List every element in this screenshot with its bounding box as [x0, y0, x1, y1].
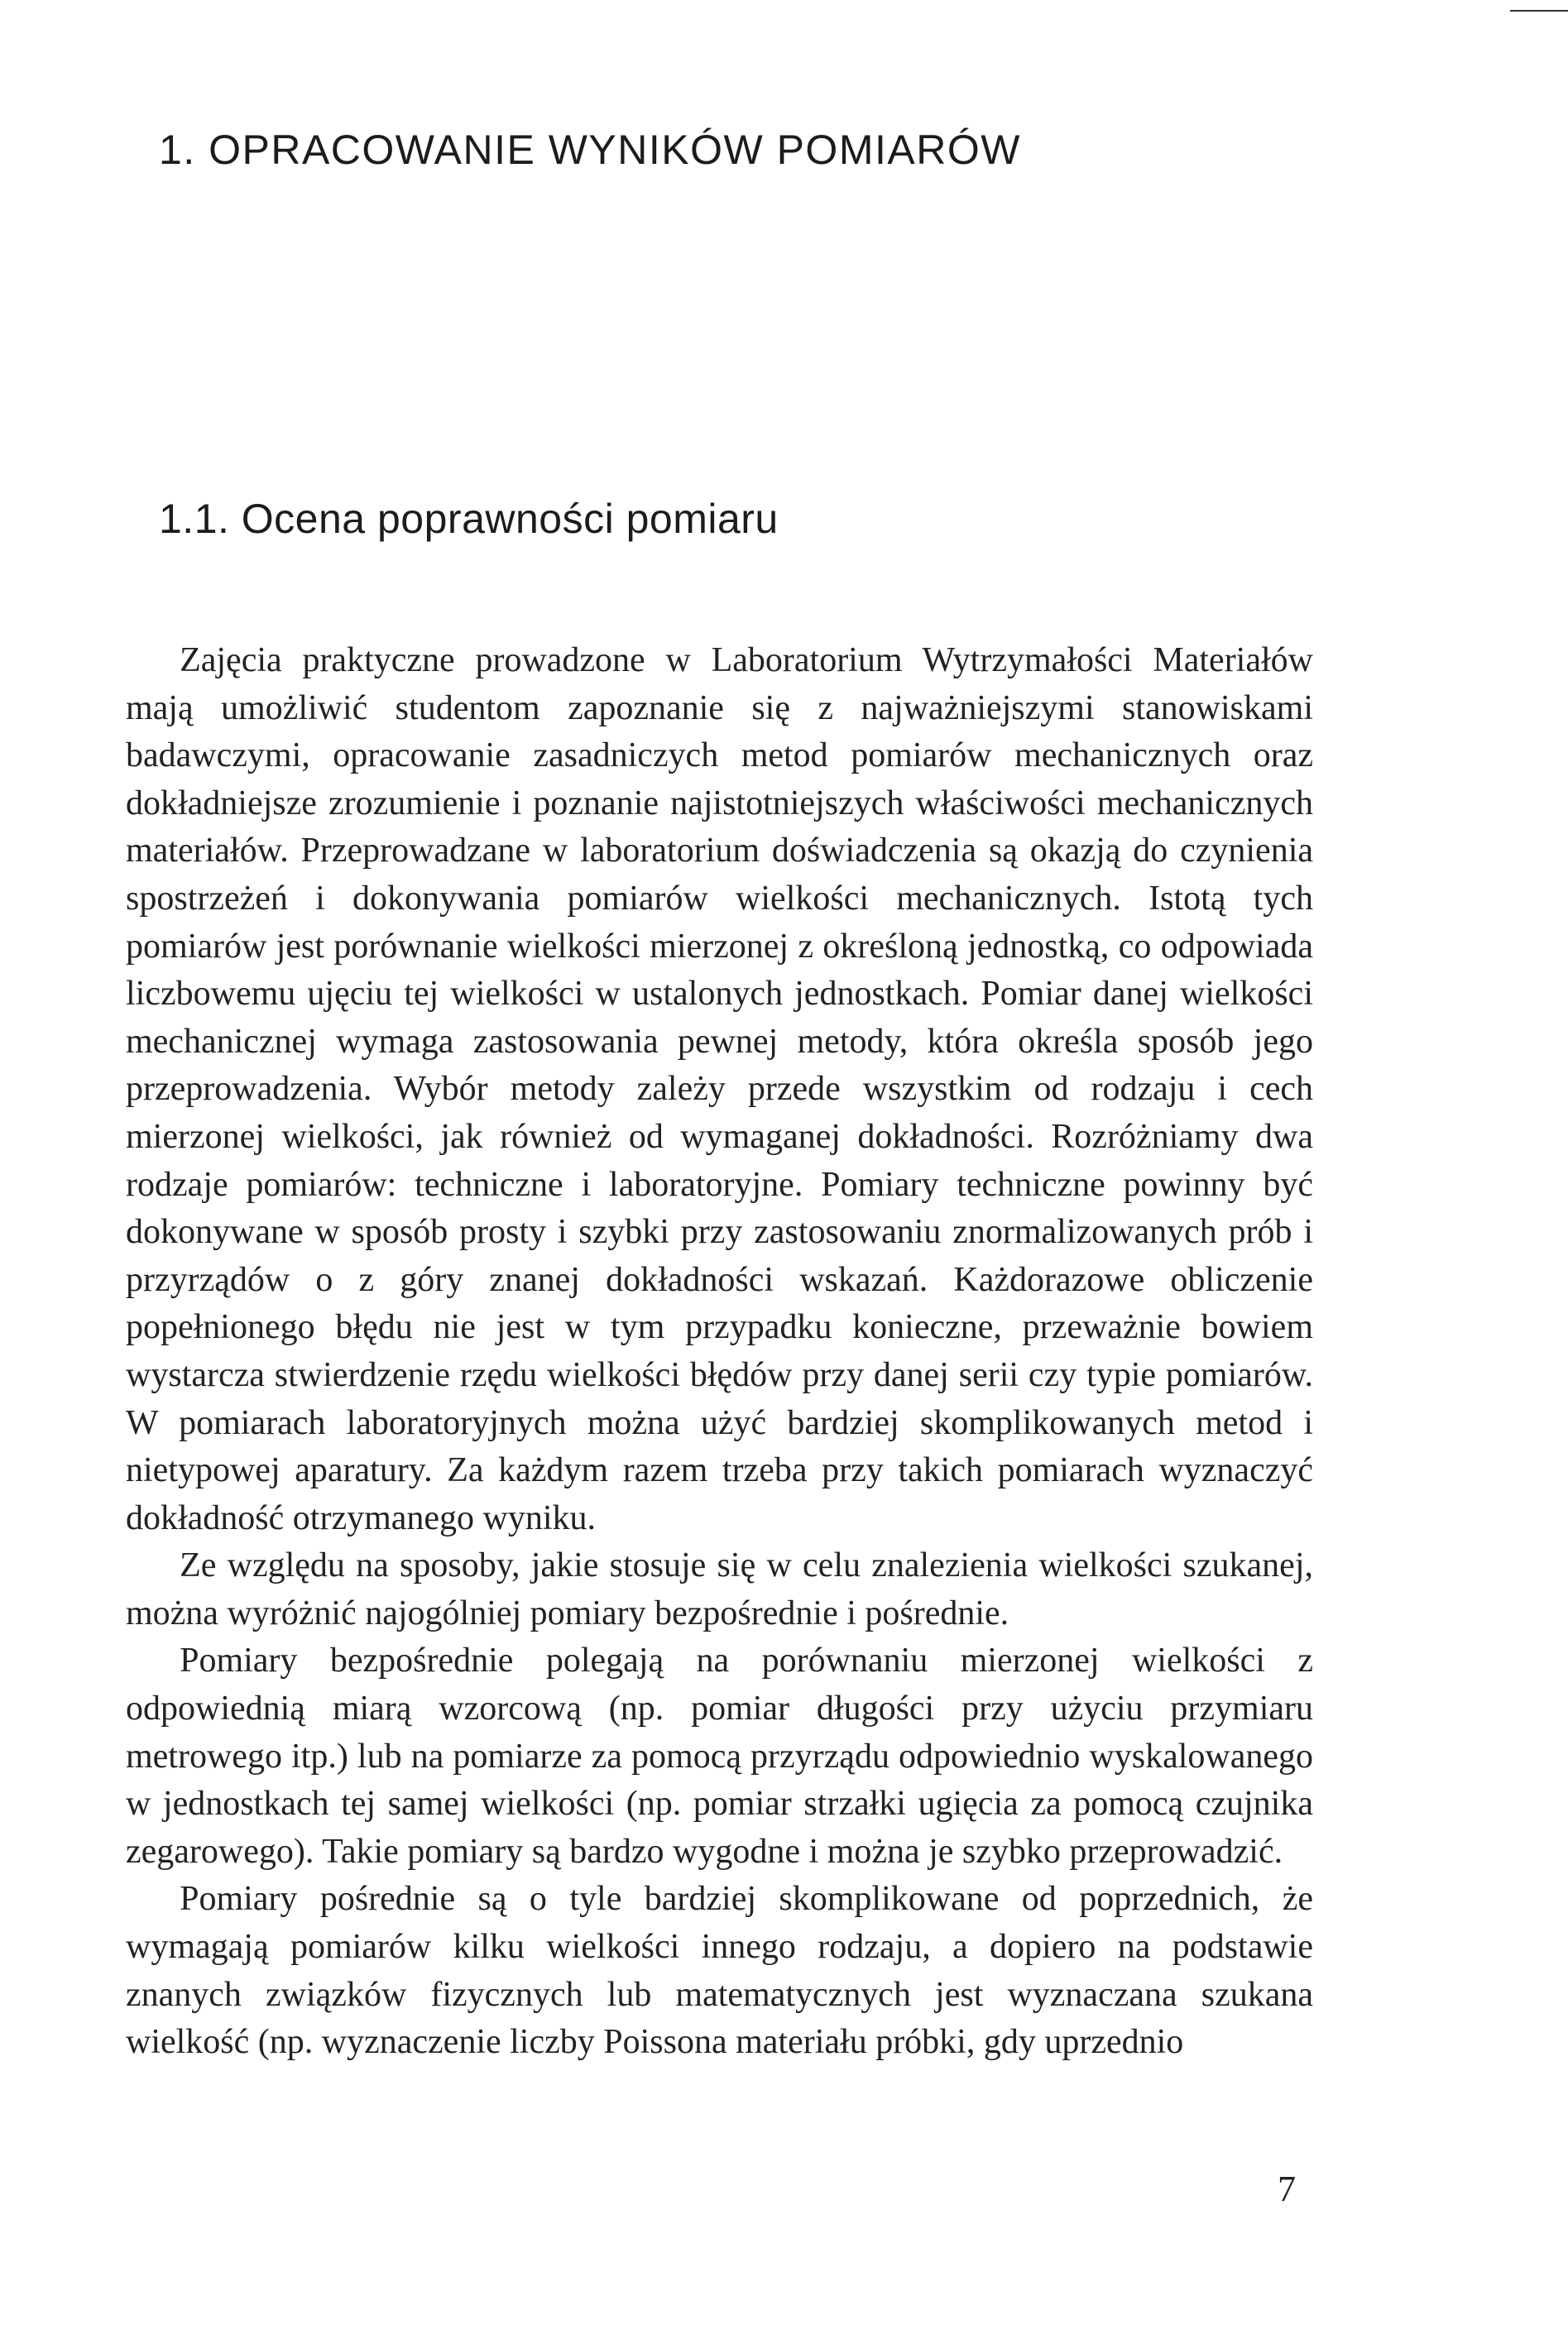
- chapter-title: 1. OPRACOWANIE WYNIKÓW POMIARÓW: [159, 127, 1021, 173]
- paragraph-1: Zajęcia praktyczne prowadzone w Laboratorium Wytrzymałości Materiałów mają umożliwić studentom zapoznanie się z najważniejszymi stanowiskami badawczymi, opracowanie zasadniczych metod pomiarów mechanicznych oraz dokładniejsze zrozumienie i poznanie najistotniejszych właściwości mechanicznych materiałów. Przeprowadzane w laboratorium doświadczenia są okazją do czynienia spostrzeżeń i dokonywania pomiarów wielkości mechanicznych. Istotą tych pomiarów jest porównanie wielkości mierzonej z określoną jednostką, co odpowiada liczbowemu ujęciu tej wielkości w ustalonych jednostkach. Pomiar danej wielkości mechanicznej wymaga zastosowania pewnej metody, która określa sposób jego przeprowadzenia. Wybór metody zależy przede wszystkim od rodzaju i cech mierzonej wielkości, jak również od wymaganej dokładności. Rozróżniamy dwa rodzaje pomiarów: techniczne i laboratoryjne. Pomiary techniczne powinny być dokonywane w sposób prosty i szybki przy zastosowaniu znormalizowanych prób i przyrządów o z góry znanej dokładności wskazań. Każdorazowe obliczenie popełnionego błędu nie jest w tym przypadku konieczne, przeważnie bowiem wystarcza stwierdzenie rzędu wielkości błędów przy danej serii czy typie pomiarów. W pomiarach laboratoryjnych można użyć bardziej skomplikowanych metod i nietypowej aparatury. Za każdym razem trzeba przy takich pomiarach wyznaczyć dokładność otrzymanego wyniku.: [126, 641, 1313, 1537]
- paragraph-3: Pomiary bezpośrednie polegają na porównaniu mierzonej wielkości z odpowiednią miarą wzorcową (np. pomiar długości przy użyciu przymiaru metrowego itp.) lub na pomiarze za pomocą przyrządu odpowiednio wyskalowanego w jednostkach tej samej wielkości (np. pomiar strzałki ugięcia za pomocą czujnika zegarowego). Takie pomiary są bardzo wygodne i można je szybko przeprowadzić.: [126, 1642, 1313, 1871]
- body-text: [126, 637, 1313, 2067]
- scan-edge-line: [1510, 10, 1568, 12]
- page-number: 7: [1278, 2169, 1296, 2209]
- paragraph-4: Pomiary pośrednie są o tyle bardziej skomplikowane od poprzednich, że wymagają pomiarów kilku wielkości innego rodzaju, a dopiero na podstawie znanych związków fizycznych lub matematycznych jest wyznaczana szukana wielkość (np. wyznaczenie liczby Poissona materiału próbki, gdy uprzednio: [126, 1880, 1313, 2062]
- paragraph-2: Ze względu na sposoby, jakie stosuje się w celu znalezienia wielkości szukanej, można wyróżnić najogólniej pomiary bezpośrednie i pośrednie.: [126, 1546, 1313, 1632]
- section-title: 1.1. Ocena poprawności pomiaru: [159, 496, 779, 542]
